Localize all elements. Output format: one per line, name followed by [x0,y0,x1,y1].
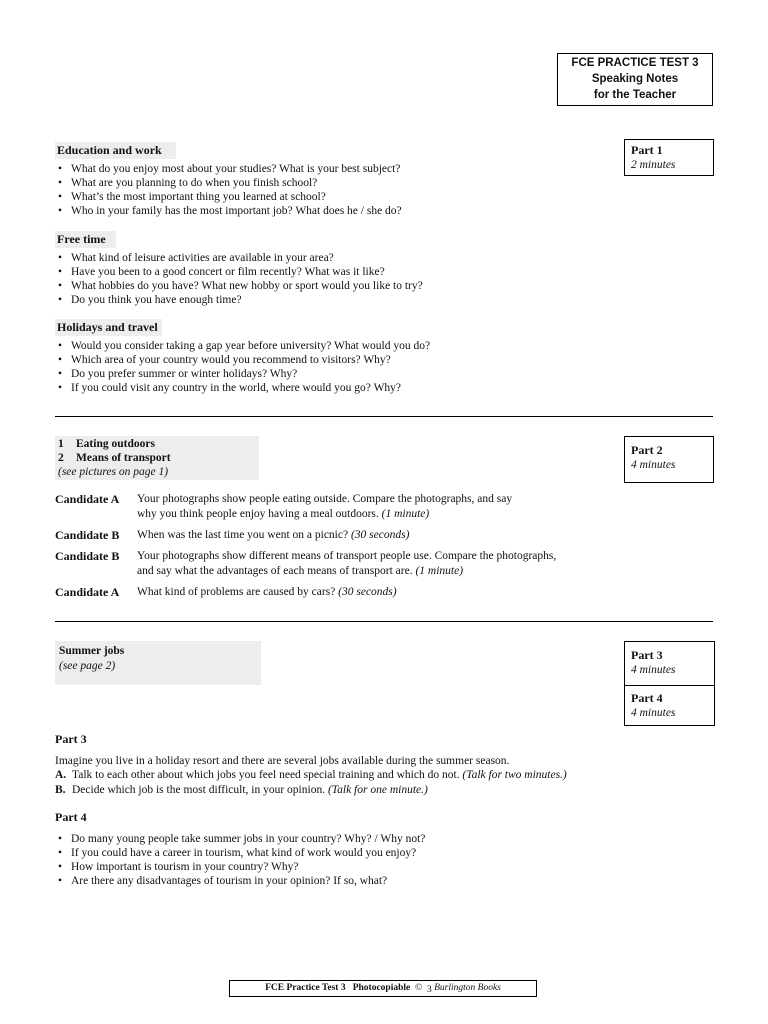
part2-duration: 4 minutes [631,459,676,471]
part2-topic-box [55,436,259,480]
candidate-task [137,585,612,600]
part2-box [624,436,714,483]
footer-title: FCE Practice Test 3 [265,983,346,993]
header-box [557,53,713,106]
part1-section-education [55,142,615,218]
part1-label: Part 1 [631,143,663,157]
part4-label: Part 4 [631,691,663,705]
copyright-icon: © [415,983,423,993]
list-item: • What hobbies do you have? What new hobby or sport would you like to try? [55,279,615,293]
topic-title: Summer jobs [59,645,125,657]
list-item: • Would you consider taking a gap year before university? What would you do? [55,339,615,353]
task-time: (30 seconds) [338,586,397,598]
topic-1 [58,437,256,451]
header-audience: for the Teacher [593,89,677,101]
part2-label: Part 2 [631,443,663,457]
candidate-row [55,492,612,522]
part1-section-free-time [55,231,615,307]
candidate-label: Candidate B [55,549,120,563]
task-a [55,768,655,783]
part4-box [625,685,714,728]
topic-2 [58,451,256,465]
list-item: • Do many young people take summer jobs in your country? Why? / Why not? [55,832,655,846]
candidate-row [55,528,612,543]
topic-2-number: 2 [58,452,64,464]
part4-duration: 4 minutes [631,707,676,719]
footer-box [229,980,537,997]
list-item: • Do you prefer summer or winter holidays? Why? [55,367,615,381]
list-item: • What kind of leisure activities are available in your area? [55,251,615,265]
task-b [55,783,655,798]
task-text: why you think people enjoy having a meal outdoors. [137,508,379,520]
part3-label: Part 3 [631,648,663,662]
part4-heading: Part 4 [55,810,87,824]
task-b-letter: B. [55,783,66,796]
part3-4-box [624,641,715,726]
divider [55,416,713,417]
section-heading: Education and work [55,142,176,159]
candidate-label: Candidate B [55,528,120,542]
task-a-time: (Talk for two minutes.) [462,769,567,781]
header-title: FCE PRACTICE TEST 3 [571,57,699,69]
topic-1-title: Eating outdoors [76,438,155,450]
topic-1-number: 1 [58,438,64,450]
list-item: • What do you enjoy most about your studies? What is your best subject? [55,162,615,176]
list-item: • What’s the most important thing you learned at school? [55,190,615,204]
section-heading: Free time [55,231,116,248]
section-heading: Holidays and travel [55,319,162,336]
list-item: • Which area of your country would you recommend to visitors? Why? [55,353,615,367]
list-item: • Who in your family has the most important job? What does he / she do? [55,204,615,218]
task-text: What kind of problems are caused by cars? [137,586,336,598]
candidate-task [137,549,612,579]
part3-intro: Imagine you live in a holiday resort and there are several jobs available during the summer season. [55,754,510,767]
candidate-label: Candidate A [55,492,120,506]
task-text: Your photographs show different means of transport people use. Compare the photographs, [137,550,557,562]
task-b-text: Decide which job is the most difficult, in your opinion. [72,783,326,796]
footer-page-number: 3 [426,985,432,995]
list-item: • What are you planning to do when you finish school? [55,176,615,190]
candidate-task [137,528,612,543]
task-time: (30 seconds) [350,529,410,541]
part3-box [625,642,714,685]
task-text: Your photographs show people eating outside. Compare the photographs, and say [137,493,513,505]
candidate-label: Candidate A [55,585,120,599]
topic-note: (see pictures on page 1) [58,466,169,478]
task-text: and say what the advantages of each means of transport are. [137,565,413,577]
topic-2-title: Means of transport [76,452,171,464]
part3-heading: Part 3 [55,732,87,746]
task-b-time: (Talk for one minute.) [327,783,428,796]
footer-photocopiable: Photocopiable [352,983,411,993]
part1-box [624,139,714,176]
list-item: • Have you been to a good concert or film recently? What was it like? [55,265,615,279]
task-time: (1 minute) [381,508,430,520]
task-a-letter: A. [55,769,67,781]
candidate-row [55,549,612,579]
task-a-text: Talk to each other about which jobs you feel need special training and which do not. [72,769,460,781]
part34-topic-box [55,641,261,685]
part1-section-holidays [55,319,615,395]
footer-publisher: Burlington Books [434,983,501,993]
part3-instructions [55,732,655,797]
candidate-task [137,492,612,522]
candidate-row [55,585,612,600]
header-subtitle: Speaking Notes [591,73,679,85]
divider [55,621,713,622]
topic-note: (see page 2) [59,660,116,672]
list-item: • Do you think you have enough time? [55,293,615,307]
list-item: • Are there any disadvantages of tourism in your opinion? If so, what? [55,874,655,888]
part4-questions [55,810,655,888]
list-item: • How important is tourism in your country? Why? [55,860,655,874]
task-time: (1 minute) [415,565,464,577]
list-item: • If you could visit any country in the world, where would you go? Why? [55,381,615,395]
list-item: • If you could have a career in tourism, what kind of work would you enjoy? [55,846,655,860]
part3-duration: 4 minutes [631,664,676,676]
part1-duration: 2 minutes [631,159,676,171]
task-text: When was the last time you went on a picnic? [137,529,349,541]
